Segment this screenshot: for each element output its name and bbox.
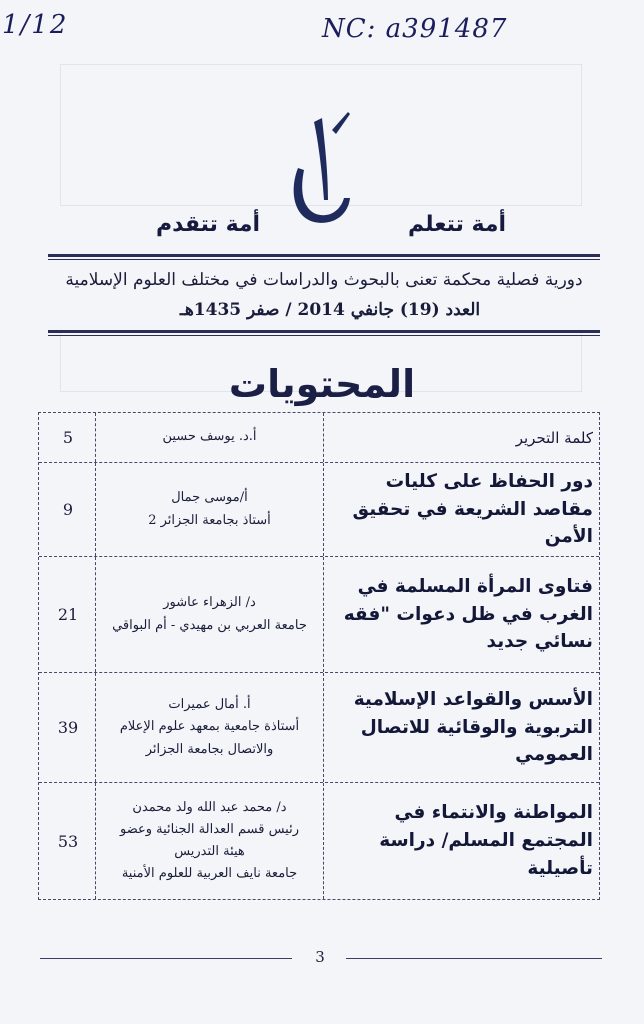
header-rule-top — [48, 254, 600, 257]
slogan-right: أمة تتعلم — [408, 212, 507, 237]
author-cell — [95, 673, 323, 782]
author-line: جامعة نايف العربية للعلوم الأمنية — [121, 866, 298, 882]
footer-rule-left — [40, 958, 292, 959]
author-line: د/ محمد عبد الله ولد محمدن — [132, 799, 287, 815]
author-cell — [95, 783, 323, 899]
article-title-cell — [323, 413, 599, 462]
page-number-cell: 21 — [57, 605, 79, 624]
article-title-cell — [323, 673, 599, 782]
author-line: رئيس قسم العدالة الجنائية وعضو — [120, 821, 299, 837]
table-row — [39, 413, 599, 463]
page-number-cell: 5 — [62, 428, 74, 447]
author-line: أستاذ بجامعة الجزائر 2 — [148, 512, 271, 528]
author-line: أ/موسى جمال — [171, 490, 248, 506]
header-rule-bottom-thin — [48, 335, 600, 336]
journal-subtitle: دورية فصلية محكمة تعنى بالبحوث والدراسات في مختلف العلوم الإسلامية — [65, 270, 583, 290]
article-title-cell — [323, 463, 599, 556]
author-line: د/ الزهراء عاشور — [163, 595, 256, 611]
author-line: والاتصال بجامعة الجزائر — [145, 741, 274, 757]
author-line: أستاذة جامعية بمعهد علوم الإعلام — [119, 719, 300, 735]
article-title: دور الحفاظ على كليات مقاصد الشريعة في تحقيق الأمن — [352, 470, 593, 548]
page-number-cell: 39 — [57, 718, 79, 737]
article-title-cell — [323, 557, 599, 672]
article-title: الأسس والقواعد الإسلامية التربوية والوقائية للاتصال العمومي — [353, 688, 593, 766]
article-title: فتاوى المرأة المسلمة في الغرب في ظل دعوات "فقه نسائي جديد — [343, 575, 593, 653]
author-line: أ.د. يوسف حسين — [162, 429, 257, 445]
author-line: هيئة التدريس — [174, 844, 245, 859]
author-line: جامعة العربي بن مهيدي - أم البواقي — [112, 617, 307, 633]
footer-rule-right — [346, 958, 602, 959]
handwritten-folio-note: 1/12 — [2, 10, 69, 40]
journal-logo-icon — [284, 108, 364, 230]
author-line: أ. أمال عميرات — [168, 697, 251, 713]
page-number: 3 — [315, 948, 325, 966]
handwritten-catalog-number: NC: a391487 — [322, 14, 508, 44]
issue-info: العدد (19) جانفي 2014 / صفر 1435هـ — [179, 300, 481, 320]
page-number-cell: 9 — [62, 500, 74, 519]
page-number-cell: 53 — [57, 831, 79, 851]
contents-heading: المحتويات — [228, 362, 416, 406]
article-title: كلمة التحرير — [515, 428, 593, 447]
table-row — [39, 673, 599, 783]
contents-table — [38, 412, 600, 900]
table-row — [39, 463, 599, 557]
slogan-left: أمة تتقدم — [156, 212, 261, 237]
article-title-cell — [323, 783, 599, 899]
author-cell — [95, 557, 323, 672]
header-rule-top-thin — [48, 259, 600, 260]
author-cell — [95, 463, 323, 556]
article-title: المواطنة والانتماء في المجتمع المسلم/ دراسة تأصيلية — [379, 802, 593, 879]
header-rule-bottom — [48, 330, 600, 333]
table-row — [39, 783, 599, 899]
table-row — [39, 557, 599, 673]
author-cell — [95, 413, 323, 462]
